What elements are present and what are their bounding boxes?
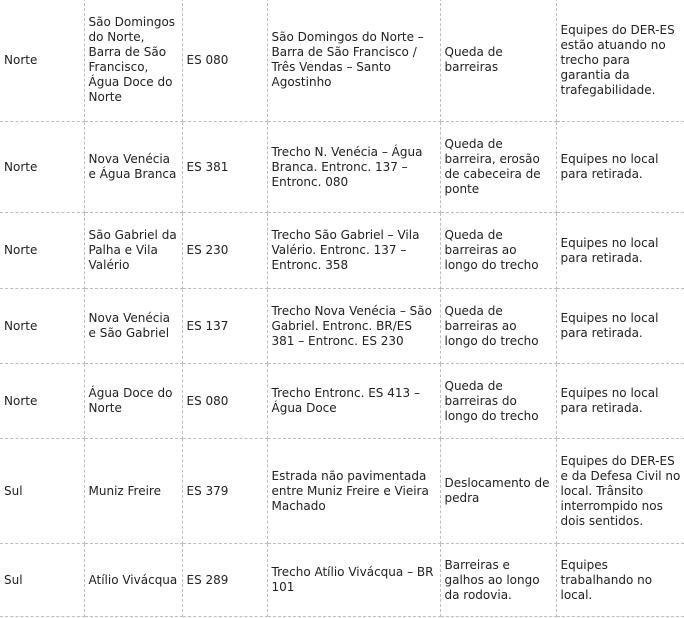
cell-regiao: Norte (0, 122, 84, 213)
cell-rodovia: ES 080 (182, 0, 267, 122)
cell-municipio: São Domingos do Norte, Barra de São Francisco, Água Doce do Norte (84, 0, 182, 122)
cell-ocorrencia: Queda de barreiras ao longo do trecho (440, 289, 556, 364)
cell-ocorrencia: Queda de barreiras do longo do trecho (440, 364, 556, 439)
table-row (0, 289, 684, 364)
table-row (0, 544, 684, 617)
cell-ocorrencia: Queda de barreira, erosão de cabeceira de ponte (440, 122, 556, 213)
cell-trecho: Estrada não pavimentada entre Muniz Freire e Vieira Machado (267, 439, 440, 544)
cell-trecho: Trecho N. Venécia – Água Branca. Entronc. 137 – Entronc. 080 (267, 122, 440, 213)
cell-municipio: Muniz Freire (84, 439, 182, 544)
cell-situacao: Equipes no local para retirada. (556, 213, 684, 289)
cell-municipio: São Gabriel da Palha e Vila Valério (84, 213, 182, 289)
cell-ocorrencia: Queda de barreiras ao longo do trecho (440, 213, 556, 289)
cell-regiao: Sul (0, 544, 84, 617)
cell-trecho: Trecho Nova Venécia – São Gabriel. Entronc. BR/ES 381 – Entronc. ES 230 (267, 289, 440, 364)
table-row (0, 0, 684, 122)
cell-situacao: Equipes no local para retirada. (556, 289, 684, 364)
cell-regiao: Norte (0, 289, 84, 364)
cell-trecho: São Domingos do Norte – Barra de São Francisco / Três Vendas – Santo Agostinho (267, 0, 440, 122)
cell-situacao: Equipes do DER-ES estão atuando no trecho para garantia da trafegabilidade. (556, 0, 684, 122)
cell-regiao: Norte (0, 0, 84, 122)
cell-ocorrencia: Deslocamento de pedra (440, 439, 556, 544)
cell-situacao: Equipes trabalhando no local. (556, 544, 684, 617)
cell-trecho: Trecho Entronc. ES 413 – Água Doce (267, 364, 440, 439)
cell-municipio: Nova Venécia e São Gabriel (84, 289, 182, 364)
cell-ocorrencia: Queda de barreiras (440, 0, 556, 122)
table-row (0, 364, 684, 439)
cell-rodovia: ES 379 (182, 439, 267, 544)
cell-ocorrencia: Barreiras e galhos ao longo da rodovia. (440, 544, 556, 617)
cell-situacao: Equipes no local para retirada. (556, 364, 684, 439)
cell-municipio: Nova Venécia e Água Branca (84, 122, 182, 213)
cell-regiao: Sul (0, 439, 84, 544)
table-row (0, 213, 684, 289)
cell-rodovia: ES 289 (182, 544, 267, 617)
cell-regiao: Norte (0, 213, 84, 289)
cell-municipio: Água Doce do Norte (84, 364, 182, 439)
cell-rodovia: ES 080 (182, 364, 267, 439)
cell-municipio: Atílio Vivácqua (84, 544, 182, 617)
cell-rodovia: ES 230 (182, 213, 267, 289)
cell-trecho: Trecho São Gabriel – Vila Valério. Entronc. 137 – Entronc. 358 (267, 213, 440, 289)
cell-situacao: Equipes no local para retirada. (556, 122, 684, 213)
cell-rodovia: ES 381 (182, 122, 267, 213)
table-row (0, 122, 684, 213)
table-row (0, 439, 684, 544)
cell-trecho: Trecho Atílio Vivácqua – BR 101 (267, 544, 440, 617)
cell-regiao: Norte (0, 364, 84, 439)
cell-rodovia: ES 137 (182, 289, 267, 364)
cell-situacao: Equipes do DER-ES e da Defesa Civil no local. Trânsito interrompido nos dois sentidos. (556, 439, 684, 544)
